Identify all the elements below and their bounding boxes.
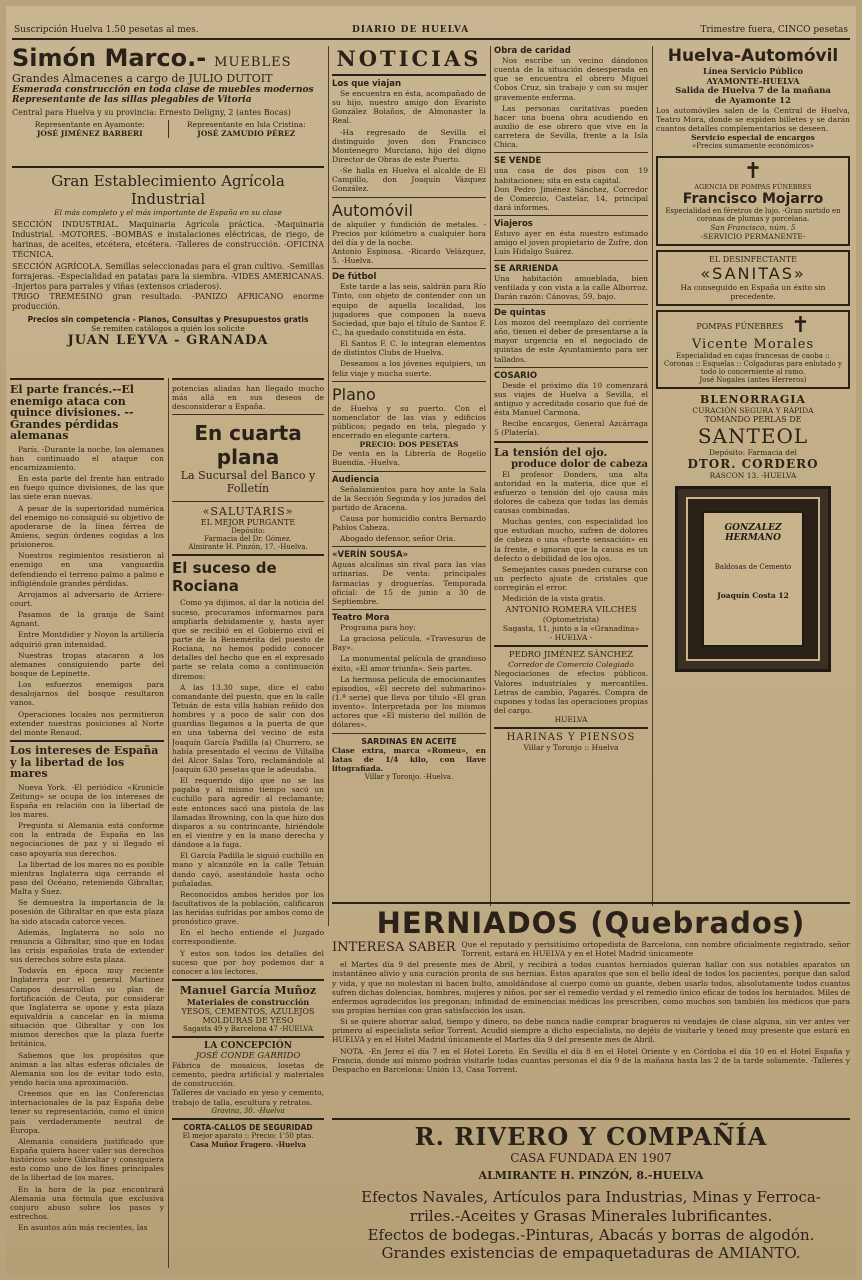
- news-paragraph: En asuntos aún más recientes, las: [18, 1223, 148, 1233]
- news-paragraph: En esta parte del frente han entrado en fuego quince divisiones, de las que las siete eran nuevas.: [10, 474, 164, 502]
- news-paragraph: Este tarde a las seis, saldrán para Río Tinto, con objeto de contender con un equipo de aquella localidad, los jugadores que componen la nueva Sociedad, que bajo el título de Santos F. C., ha quedado constituida en ésta.: [332, 282, 486, 337]
- santeol-address: RASCON 13. -HUELVA: [709, 471, 797, 481]
- section-heading: De quintas: [494, 307, 546, 318]
- news-paragraph: La monumental película de grandioso éxito, «El amor triunfa». Seis partes.: [332, 654, 486, 673]
- cuarta-plana-sub: La Sucursal del Banco y Folletín: [180, 469, 316, 496]
- simon-rep1b: JOSÉ JIMÉNEZ BARBERI: [36, 129, 143, 138]
- news-paragraph: -Se halla en Huelva el alcalde de El Campillo, don Joaquín Vázquez González.: [332, 166, 486, 194]
- gonzalez-address: Joaquín Costa 12: [717, 591, 789, 601]
- news-paragraph: Si se quiere ahorrar salud, tiempo y dinero, no debe nunca nadie comprar bragueros ni vendajes de clase alguna, sin ver antes ver primero al especialista señor Torrent. Acudid siempre a dicho especialista, no dejéis de visitarle y tened muy presente que estará en HUELVA y en el Hotel Madrid únicamente el Martes día 9 del presente mes de Abril.: [332, 1017, 850, 1045]
- romera-city: - HUELVA -: [549, 633, 593, 643]
- news-paragraph: Semejantes casos pueden curarse con un perfecto ajuste de cristales que corregirán el error.: [494, 564, 648, 593]
- news-paragraph: Nueva York. -El periódico «Kronicle Zeitung» se ocupa de los intereses de España en relación con la libertad de los mares.: [10, 782, 164, 820]
- huelva-auto-schedule2: de Ayamonte 12: [715, 96, 791, 106]
- salutaris-pharmacy: Farmacia del Dr. Gómez.: [204, 535, 292, 544]
- garcia-line3: Sagasta 49 y Barcelona 47 -HUELVA: [183, 1025, 313, 1034]
- rivero-address: ALMIRANTE H. PINZÓN, 8.-HUELVA: [478, 1169, 704, 1182]
- news-paragraph: Medición de la vista gratis.: [502, 594, 606, 604]
- concepcion-p2: Talleres de vaciado en yeso y cemento, trabajo de talla, escultura y retratos.: [172, 1088, 324, 1107]
- section-heading: Los que viajan: [332, 79, 402, 89]
- agricola-ad: [12, 166, 324, 376]
- santeol-doctor: DTOR. CORDERO: [687, 457, 819, 472]
- mojarro-agency: AGENCIA DE POMPAS FÚNEBRES: [694, 183, 812, 192]
- news-paragraph: Sabemos que los propósitos que animan a las altas esferas oficiales de Alemania son los de evitar todo esto, yendo hacia una aproximación.: [10, 1050, 164, 1087]
- harinas-address: Villar y Toronjo :: Huelva: [523, 743, 619, 753]
- simon-line2: Esmerada construcción en toda clase de muebles modernos: [12, 85, 314, 95]
- news-paragraph: Pasamos de la granja de Saint Agnant.: [10, 610, 164, 629]
- huelva-auto-prices: «Precios sumamente económicos»: [692, 142, 814, 151]
- news-paragraph: París. -Durante la noche, los alemanes han continuado el ataque con encarnizamiento.: [10, 444, 164, 473]
- santeol-ad: [656, 393, 850, 480]
- santeol-title: BLENORRAGIA: [700, 393, 806, 407]
- news-paragraph: Muchas gentes, con especialidad los que estudian mucho, sufren de dolores de cabeza o una «fuerte sensación» en la frente, e ignoran que la causa es un defecto o debilidad de los ojos.: [494, 517, 648, 563]
- huelva-auto-schedule1: Salida de Huelva 7 de la mañana: [675, 86, 831, 96]
- automovil-text: de alquiler y fundición de metales. -Precios por kilómetro a cualquier hora del día y de la noche.: [332, 219, 486, 247]
- rivero-founded: CASA FUNDADA EN 1907: [510, 1151, 672, 1165]
- herniados-ad: [332, 902, 850, 1118]
- sardinas-address: Villar y Toronjo. -Huelva.: [364, 773, 454, 782]
- herniados-sub: INTERESA SABER: [332, 940, 456, 955]
- news-paragraph: Abogado defensor, señor Oria.: [340, 534, 456, 544]
- news-paragraph: el Martes día 9 del presente mes de Abril, y recibirá a todos cuantos herniados quieran hallar con sus notables aparatos un instantáneo alivio y una curación pronta de sus hernias. Estos aparatos que son el bello ideal de todos los pacientes, porque dan salud y vida, y que no molestan ni hacen bulto, amoldándose al cuerpo como un guante, deben usarlo todos, absolutamente todos cuantos sufren dichas dolencias, hombres, mujeres y niños, por ser el remedio verdad y el remedio único eficaz de todos los herniados. Miles de enfermos agradecidos los pregonan; infinidad de eminencias médicas los prescriben, como muchos son también los médicos que para sus propias hernias con gran satisfacción los usan.: [332, 960, 850, 1015]
- huelva-auto-title: Huelva-Automóvil: [667, 46, 839, 66]
- romera-address: Sagasta, 11, junto a la «Granadina»: [502, 624, 640, 634]
- news-paragraph: -Ha regresado de Sevilla el distinguido joven don Francisco Montenegro Murciano, hijo del digno Director de Obras de este Puerto.: [332, 127, 486, 164]
- cross-icon: ✝: [791, 313, 810, 339]
- cuarta-plana-title: En cuarta plana: [194, 421, 302, 470]
- news-paragraph: El Santos F. C. lo integran elementos de distintos Clubs de Huelva.: [332, 339, 486, 358]
- news-paragraph: Creemos que en las Conferencias internacionales de la paz España debe tener su representación, como el único país verdaderamente neutral de Europa.: [10, 1089, 164, 1135]
- plano-price: PRECIO: DOS PESETAS: [359, 440, 459, 450]
- spain-seas-headline: Los intereses de España y la libertad de los mares: [10, 743, 159, 781]
- rivero-line1: Efectos Navales, Artículos para Industrias, Minas y Ferroca-: [361, 1188, 821, 1206]
- garcia-line2: MOLDURAS DE YESO: [202, 1016, 294, 1026]
- suceso-title: El suceso de Rociana: [172, 559, 277, 596]
- column-rule: [652, 46, 653, 906]
- mojarro-text: Especialidad en féretros de lujo. -Gran surtido en coronas de plumas y porcelana.: [665, 207, 841, 224]
- section-heading: COSARIO: [494, 370, 538, 381]
- news-paragraph: El García Padilla le siguió cuchillo en mano y alcanzóle en la calle Tetuán dando cayó, asestándole hasta ocho puñaladas.: [172, 851, 324, 888]
- news-paragraph: Aguas alcalinas sin rival para las vías urinarias. De venta: principales farmacias y droguerías. Temporada oficial: de 15 de junio a 30 de Septiembre.: [332, 560, 486, 606]
- news-paragraph: El profesor Donders, una alta autoridad en la materia, dice que el esfuerzo o tensión del ojo causa más dolores de cabeza que todas las demás causas combinadas.: [494, 469, 648, 516]
- tension-sub: produce dolor de cabeza: [511, 458, 648, 470]
- sardinas-text: Clase extra, marca «Romeu», en latas de 1/4 kilo, con llave litografiada.: [332, 745, 486, 773]
- salutaris-sub: EL MEJOR PURGANTE: [200, 518, 296, 528]
- simon-rep2b: JOSÉ ZAMUDIO PÉREZ: [197, 129, 296, 138]
- simon-rep1a: Representante en Ayamonte:: [34, 120, 145, 129]
- news-paragraph: En el hecho entiende el Juzgado correspondiente.: [172, 928, 324, 947]
- news-paragraph: A pesar de la superioridad numérica del enemigo no consiguió su objetivo de apoderarse de la línea férrea de Amiens, según órdenes cogidas a los prisioneros.: [10, 503, 164, 550]
- news-paragraph: La hermosa película de emocionantes episodios, «El secreto del submarino» (1.ª serie) que lleva por título «El gran invento». Interpretada por los mismos actores que «El misterio del millón de dólares».: [332, 674, 486, 730]
- simon-line1: Grandes Almacenes a cargo de JULIO DUTOIT: [12, 72, 273, 85]
- santeol-name: SANTEOL: [697, 424, 809, 449]
- news-paragraph: Señalamientos para hoy ante la Sala de la Sección Segunda y los jurados del partido de Aracena.: [332, 484, 486, 512]
- gonzalez-ad: [675, 486, 831, 672]
- garcia-title: Manuel García Muñoz: [179, 984, 317, 998]
- news-paragraph: Nuestros regimientos resistieron al enemigo en una vanguardia defendiendo el terreno palmo a palmo e infligiéndole grandes pérdidas.: [10, 551, 164, 588]
- garcia-sub: Materiales de construcción: [186, 997, 310, 1008]
- news-paragraph: Reconocidos ambos heridos por los facultativos de la población, calificaron las heridas sufridas por ambos como de pronóstico grave.: [172, 889, 324, 927]
- news-paragraph: Alemania considera justificado que España quiera hacer valer sus derechos históricos sobre Gibraltar y consiguiera esto como uno de los fines principales de la libertad de los mares.: [10, 1136, 164, 1183]
- mojarro-service: -SERVICIO PERMANENTE-: [700, 232, 806, 242]
- news-paragraph: Los esfuerzos enemigos para desalojarnos del bosque resultaron vanos.: [10, 680, 164, 708]
- pedro-title: Corredor de Comercio Colegiado: [508, 660, 634, 670]
- news-paragraph: Se encuentra en ésta, acompañado de su hijo, nuestro amigo don Evaristo González Bolaños, de Almonaster la Real.: [332, 89, 486, 126]
- rivero-line2: rriles.-Aceites y Grasas Minerales lubrificantes.: [409, 1206, 773, 1225]
- romera-prof: (Optometrista): [542, 615, 600, 625]
- section-heading: Audiencia: [332, 474, 380, 485]
- news-paragraph: NOTA. -En Jerez el día 7 en el Hotel Loreto. En Sevilla el día 8 en el Hotel Oriente y en Córdoba el día 10 en el Hotel España y Francia, donde así mismo podrán visitarle todas cuantas personas el día 9 de la mañana hasta las 2 de la tarde solamente. -Talleres y Despacho en Barcelona: Unión 13, Casa Torrent.: [332, 1046, 850, 1074]
- column-rule: [168, 378, 169, 1268]
- news-paragraph: Los mozos del reemplazo del corriente año, tienen el deber de presentarse a la mayor urgencia en el negociado de quintas de este Ayuntamiento para ser tallados.: [494, 317, 648, 364]
- news-paragraph: Nos escribe un vecino dándonos cuenta de la situación desesperada en que se encuentra el obrero Miguel Cobos Cruz, sin trabajo y con su mujer gravemente enferma.: [494, 56, 648, 102]
- agricola-title: Gran Establecimiento Agrícola Industrial: [51, 172, 285, 208]
- salutaris-address: Almirante H. Pinzón, 17. -Huelva.: [188, 543, 308, 552]
- santeol-sub: CURACIÓN SEGURA Y RÁPIDA: [692, 406, 814, 416]
- noticias-title: NOTICIAS: [336, 46, 482, 71]
- santeol-sub2: TOMANDO PERLAS DE: [704, 415, 802, 425]
- concepcion-address: Gravina, 30. -Huelva: [211, 1106, 285, 1115]
- morales-ad: [656, 310, 850, 389]
- column-rule: [328, 46, 329, 926]
- section-heading: Obra de caridad: [494, 46, 571, 56]
- plano-title: Plano: [332, 384, 376, 404]
- vende-text: una casa de dos pisos con 19 habitaciones; sita en esta capital.: [494, 166, 648, 185]
- concepcion-owner: JOSÉ CONDE GARRIDO: [195, 1051, 301, 1062]
- newspaper-page: [6, 6, 856, 1274]
- herniados-lead: Que el reputado y perisitísimo ortopedista de Barcelona, con nombre oficialmente registrado, señor Torrent, estará en HUELVA y en el Hotel Madrid únicamente: [461, 940, 850, 959]
- french-report-headline: El parte francés.--El enemigo ataca con quince divisiones. --Grandes pérdidas alemanas: [10, 383, 134, 443]
- mojarro-name: Francisco Mojarro: [682, 191, 824, 208]
- news-paragraph: Estuvo ayer en ésta nuestro estimado amigo el joven propietario de Zufre, don Luis Hidalgo Suárez.: [494, 229, 648, 257]
- news-paragraph: Recibe encargos, General Azcárraga 5 (Platería).: [494, 419, 648, 438]
- paper-name: DIARIO DE HUELVA: [352, 25, 470, 35]
- simon-line3: Representante de las sillas plegables de Vitoria: [12, 95, 252, 105]
- simon-name: Simón Marco.-: [12, 44, 207, 72]
- news-paragraph: El requerido dijo que no se las pagaba y al mismo tiempo sacó un cuchillo para agredir al reclamante; este entonces sacó una pistola de las llamadas Browning, con la que hizo dos disparos a su contrincante, hiriéndole en el vientre y en la mano derecha y dándose a la fuga.: [172, 776, 324, 850]
- plano-sale: De venta en la Librería de Rogelio Buendía. -Huelva.: [332, 449, 486, 468]
- column-local-news: [172, 378, 324, 1270]
- news-paragraph: A las 13.30 supe, dice el cabo comandante del puesto, que en la calle Tetuán de esta villa habían reñido dos hombres y a poco de salir con dos guardias llegamos a la puerta de que en una taberna del vecino de esta Joaquín García Padilla (a) Churrero, se había presentado el vecino de Villalba del Alcor Salas Toro, reclamándole al Joaquín 630 pesetas que le adeudaba.: [172, 682, 324, 774]
- pedro-text: Negociaciones de efectos públicos. Valores industriales y mercantiles. Letras de cambio, Pagarés. Compra de cupones y todas las operaciones propias del cargo.: [494, 669, 648, 716]
- agricola-owner: JUAN LEYVA - GRANADA: [67, 333, 269, 348]
- huelva-auto-encargos: Servicio especial de encargos: [691, 133, 815, 143]
- morales-label: POMPAS FÚNEBRES: [696, 321, 784, 331]
- news-paragraph: Deseamos a los jóvenes equipiers, un feliz viaje y mucha suerte.: [332, 359, 486, 378]
- tension-title: La tensión del ojo.: [494, 445, 608, 459]
- agricola-subtitle: El más completo y el más importante de España en su clase: [54, 208, 282, 217]
- column-war-news: [10, 378, 164, 1270]
- corta-callos-title: CORTA-CALLOS DE SEGURIDAD: [183, 1122, 313, 1132]
- pedro-city: HUELVA: [554, 715, 588, 725]
- news-paragraph: Operaciones locales nos permitieron extender nuestras posiciones al Norte del monte Renaud.: [10, 709, 164, 737]
- news-paragraph: Pregunta si Alemania está conforme con la entrada de España en las negociaciones de paz y si llegado el caso apoyaría sus derechos.: [10, 821, 164, 858]
- huelva-auto-text: Los automóviles salen de la Central de Huelva, Teatro Mora, donde se expiden billetes y se darán cuantos detalles complementarios se deseen.: [656, 106, 850, 134]
- news-paragraph: Programa para hoy:: [340, 623, 416, 633]
- plano-text: de Huelva y su puerto. Con el nomenclator de las vías y edificios públicos; pegado en tela, plegado y encerrado en elegante cartera.: [332, 403, 486, 441]
- morales-name: Vicente Morales: [691, 337, 815, 353]
- column-noticias: [332, 46, 486, 886]
- column-notices: [494, 46, 648, 886]
- section-heading: SE VENDE: [494, 156, 542, 167]
- quarterly-note: Trimestre fuera, CINCO pesetas: [700, 25, 848, 35]
- news-paragraph: Las personas caritativas pueden hacer una buena obra acudiendo en auxilio de ese obrero que vive en la carretera de Sevilla, frente a la Isla Chica.: [494, 103, 648, 150]
- gonzalez-title: GONZALEZ HERMANO: [724, 523, 782, 544]
- news-paragraph: La libertad de los mares no es posible mientras Inglaterra siga cerrando el paso del Océano, reteniendo Gibraltar, Malta y Suez.: [10, 859, 164, 897]
- pedro-name: PEDRO JIMÉNEZ SÁNCHEZ: [508, 650, 634, 661]
- section-heading: Teatro Mora: [332, 613, 390, 624]
- agricola-prices: Precios sin competencia - Planos, Consultas y Presupuestos gratis: [27, 315, 309, 324]
- simon-line4: Central para Huelva y su provincia: Ernesto Deligny, 2 (antes Bocas): [12, 108, 291, 117]
- news-paragraph: Desde el próximo día 10 comenzará sus viajes de Huelva a Sevilla, el antiguo y acreditado cosario que fué de ésta Manuel Carmona.: [494, 380, 648, 418]
- corta-callos-address: Casa Muñoz Fragero. -Huelva: [190, 1139, 306, 1149]
- huelva-auto-route: AYAMONTE-HUELVA: [706, 76, 800, 86]
- morales-text: Especialidad en cajas francesas de caoba :: Coronas :: Esquelas :: Colgaduras para enlutado y todo lo concerniente al ramo.: [663, 352, 843, 377]
- vende-info: Don Pedro Jiménez Sánchez, Corredor de Comercio, Castelar, 14, principal dará informes.: [494, 184, 648, 212]
- garcia-line1: YESOS, CEMENTOS, AZULEJOS: [181, 1007, 315, 1017]
- news-paragraph: En la hora de la paz encontrará Alemania una fórmula que exclusiva conjuro abuso sobre los pasos y estrechos.: [10, 1184, 164, 1221]
- concepcion-title: LA CONCEPCIÓN: [204, 1041, 292, 1052]
- cross-icon: ✝: [743, 159, 763, 185]
- rivero-title: R. RIVERO Y COMPAÑÍA: [414, 1122, 768, 1151]
- sanitas-text: Ha conseguido en España un éxito sin precedente.: [680, 283, 826, 302]
- morales-address: José Nogales (antes Herreros): [699, 376, 807, 385]
- arrienda-text: Una habitación amueblada, bien ventilada y con vista a la calle Alborroz. Darán razón: Cánovas, 59, bajo.: [494, 273, 648, 301]
- news-paragraph: potencias aliadas han llegado mucho más allá en sus deseos de desconsiderar a España.: [172, 384, 324, 412]
- sanitas-label: EL DESINFECTANTE: [709, 255, 797, 265]
- column-rule: [490, 46, 491, 906]
- masthead: [12, 24, 850, 40]
- romera-name: ANTONIO ROMERA VILCHES: [505, 605, 637, 616]
- news-paragraph: Además, Inglaterra no solo no renuncia a Gibraltar, sino que en todas las crisis españolas trata de extender sus derechos sobre esta plaza.: [10, 927, 164, 965]
- mojarro-address: San Francisco, núm. 5: [710, 223, 796, 233]
- rivero-line4: Grandes existencias de empaquetaduras de AMIANTO.: [381, 1244, 801, 1263]
- simon-rep2a: Representante en Isla Cristina:: [186, 120, 306, 129]
- mojarro-ad: [656, 156, 850, 246]
- news-paragraph: Causa por homicidio contra Bernardo Pablos Cabeza.: [332, 513, 486, 533]
- news-paragraph: Arrojamos al adversario de Arriere-court.: [10, 589, 164, 608]
- huelva-auto-sub: Línea Servicio Público: [702, 66, 804, 76]
- subscription-note: Suscripción Huelva 1.50 pesetas al mes.: [14, 25, 199, 35]
- salutaris-title: «SALUTARIS»: [202, 505, 294, 519]
- simon-tag: MUEBLES: [214, 55, 292, 70]
- concepcion-p1: Fábrica de mosaicos, losetas de cemento, piedra artificial y materiales de construcción.: [172, 1061, 324, 1089]
- news-paragraph: La graciosa película, «Travesuras de Bay».: [332, 634, 486, 653]
- news-paragraph: Entre Montdidier y Noyon la artillería adquirió gran intensidad.: [10, 630, 164, 649]
- news-paragraph: Todavía en época muy reciente Inglaterra por el general Martínez Campos desarrollan su plan de fortificación de Ceuta, por considerar que Inglaterra se opone y esta plaza equivaldría a cancelar en la misma situación que Gibraltar y con los mismos derechos que la plaza fuerte británica.: [10, 966, 164, 1049]
- agricola-catalogs: Se remiten catálogos a quién los solicite: [91, 324, 245, 333]
- herniados-title: HERNIADOS (Quebrados): [376, 906, 806, 940]
- automovil-address: Antonio Espinosa. -Ricardo Velázquez, 5. -Huelva.: [332, 246, 486, 266]
- column-ads: [656, 46, 850, 886]
- salutaris-deposit: Depósito:: [231, 527, 265, 536]
- harinas-title: HARINAS Y PIENSOS: [506, 732, 636, 744]
- automovil-title: Automóvil: [332, 200, 413, 220]
- simon-marco-ad: [12, 44, 324, 166]
- news-paragraph: Nuestras tropas atacaron a los alemanes consiguiendo parte del bosque de Lepinette.: [10, 650, 164, 678]
- section-heading: «VERÍN SOUSA»: [332, 550, 409, 561]
- agricola-section3: TRIGO TREMESINO gran resultado. -PANIZO AFRICANO enorme producción.: [12, 292, 324, 311]
- gonzalez-sub: Baldosas de Cemento: [714, 563, 792, 572]
- rivero-ad: [332, 1118, 850, 1272]
- section-heading: De fútbol: [332, 272, 377, 283]
- rivero-line3: Efectos de bodegas.-Pinturas, Abacás y borras de algodón.: [367, 1225, 815, 1244]
- corta-callos-price: El mejor aparato :: Precio: 1'50 ptas.: [182, 1131, 314, 1140]
- agricola-section2: SECCIÓN AGRÍCOLA. Semillas seleccionadas para el gran cultivo. -Semillas forrajeras. -Especialidad en patatas para la siembra. -VIDES AMERICANAS. -Injertos para parrales y viñas (extensos criaderos).: [12, 262, 324, 291]
- section-heading: SE ARRIENDA: [494, 263, 559, 274]
- news-paragraph: Como ya dijimos, al dar la noticia del suceso, procuramos informarnos para ampliarla debidamente y, hasta ayer que se recibió en el Gobierno civil el parte de la Benemérita del puesto de Rociana, no hemos podido conocer detalles del hecho que en el expresado parte se relata como a continuación diremos:: [172, 598, 324, 681]
- sanitas-name: «SANITAS»: [700, 264, 806, 284]
- santeol-deposit: Depósito: Farmacia del: [709, 448, 797, 458]
- sanitas-ad: [656, 250, 850, 306]
- sardinas-title: SARDINAS EN ACEITE: [361, 736, 457, 746]
- agricola-section1: SECCIÓN INDUSTRIAL. Maquinaria Agrícola práctica. -Maquinaria Industrial. -MOTORES. -BOMBAS e instalaciones eléctricas, de riego, de harinas, de aceites, etcétera, etcétera. -Talleres de construcción. -OFICINA TÉCNICA.: [12, 220, 324, 259]
- news-paragraph: Y estos son todos los detalles del suceso que por hoy podemos dar a conocer a los lectores.: [172, 948, 324, 976]
- news-paragraph: Se demuestra la importancia de la posesión de Gibraltar en que esta plaza ha sido atacada catorce veces.: [10, 898, 164, 926]
- section-heading: Viajeros: [494, 219, 533, 230]
